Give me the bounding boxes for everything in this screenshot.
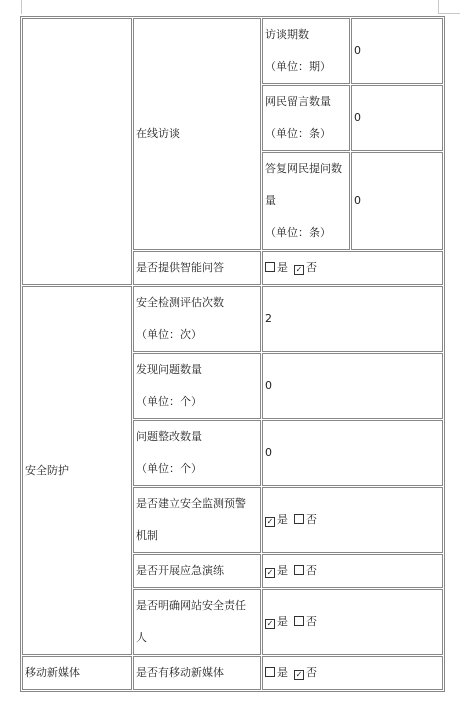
new-media-label: 是否有移动新媒体	[133, 656, 261, 690]
interview-count-label	[262, 18, 350, 84]
yes-checkbox[interactable]: ✓	[266, 568, 274, 577]
no-checkbox[interactable]	[294, 514, 304, 524]
label-line: 是否开展应急演练	[136, 564, 224, 577]
label-line: （单位：个）	[136, 395, 202, 408]
page-corner-mark-right-horizontal	[438, 13, 460, 14]
monitoring-mechanism-label	[133, 487, 261, 553]
smart-qa-options	[262, 251, 443, 285]
label-line: 发现问题数量	[136, 363, 202, 376]
security-test-value: 2	[262, 286, 443, 352]
new-media-section-label: 移动新媒体	[22, 656, 132, 690]
new-media-options	[262, 656, 443, 690]
label-line: （单位：期）	[265, 60, 331, 73]
table-row	[22, 18, 443, 84]
label-line: 量	[265, 194, 276, 207]
security-owner-label	[133, 589, 261, 655]
yes-label: 是	[277, 261, 288, 274]
issues-fixed-label	[133, 420, 261, 486]
smart-qa-label: 是否提供智能问答	[133, 251, 261, 285]
no-checkbox[interactable]: ✓	[295, 265, 303, 274]
no-label: 否	[306, 564, 317, 577]
online-interview-label: 在线访谈	[133, 18, 261, 250]
no-checkbox[interactable]: ✓	[295, 670, 303, 679]
interview-count-value: 0	[351, 18, 443, 84]
label-line: 网民留言数量	[265, 95, 331, 108]
label-line: 问题整改数量	[136, 430, 202, 443]
yes-checkbox[interactable]: ✓	[266, 517, 274, 526]
emergency-drill-label	[133, 554, 261, 588]
issues-found-label	[133, 353, 261, 419]
reply-count-label	[262, 152, 350, 250]
issues-fixed-value: 0	[262, 420, 443, 486]
yes-checkbox[interactable]	[265, 667, 275, 677]
label-line: （单位：条）	[265, 226, 331, 239]
message-count-value: 0	[351, 85, 443, 151]
page-corner-mark-right	[438, 0, 439, 14]
emergency-drill-options	[262, 554, 443, 588]
yes-checkbox[interactable]: ✓	[266, 619, 274, 628]
table-row	[22, 286, 443, 352]
label-line: （单位：个）	[136, 462, 202, 475]
yes-checkbox[interactable]	[265, 262, 275, 272]
page-corner-mark-left	[21, 0, 22, 14]
yes-label: 是	[277, 666, 288, 679]
label-line: （单位：次）	[136, 328, 202, 341]
no-label: 否	[306, 261, 317, 274]
security-owner-options	[262, 589, 443, 655]
label-line: 答复网民提问数	[265, 162, 342, 175]
security-test-label	[133, 286, 261, 352]
yes-label: 是	[277, 513, 288, 526]
no-label: 否	[306, 615, 317, 628]
yes-label: 是	[277, 615, 288, 628]
reply-count-value: 0	[351, 152, 443, 250]
no-label: 否	[306, 513, 317, 526]
monitoring-mechanism-options	[262, 487, 443, 553]
label-line: 人	[136, 631, 147, 644]
issues-found-value: 0	[262, 353, 443, 419]
empty-section-cell	[22, 18, 132, 285]
report-table	[20, 16, 445, 692]
label-line: 是否明确网站安全责任	[136, 599, 246, 612]
no-checkbox[interactable]	[294, 565, 304, 575]
label-line: 访谈期数	[265, 28, 309, 41]
yes-label: 是	[277, 564, 288, 577]
label-line: 是否建立安全监测预警	[136, 497, 246, 510]
label-line: （单位：条）	[265, 127, 331, 140]
no-checkbox[interactable]	[294, 616, 304, 626]
message-count-label	[262, 85, 350, 151]
table-row	[22, 656, 443, 690]
label-line: 安全检测评估次数	[136, 296, 224, 309]
no-label: 否	[306, 666, 317, 679]
label-line: 机制	[136, 529, 158, 542]
security-section-label: 安全防护	[22, 286, 132, 655]
